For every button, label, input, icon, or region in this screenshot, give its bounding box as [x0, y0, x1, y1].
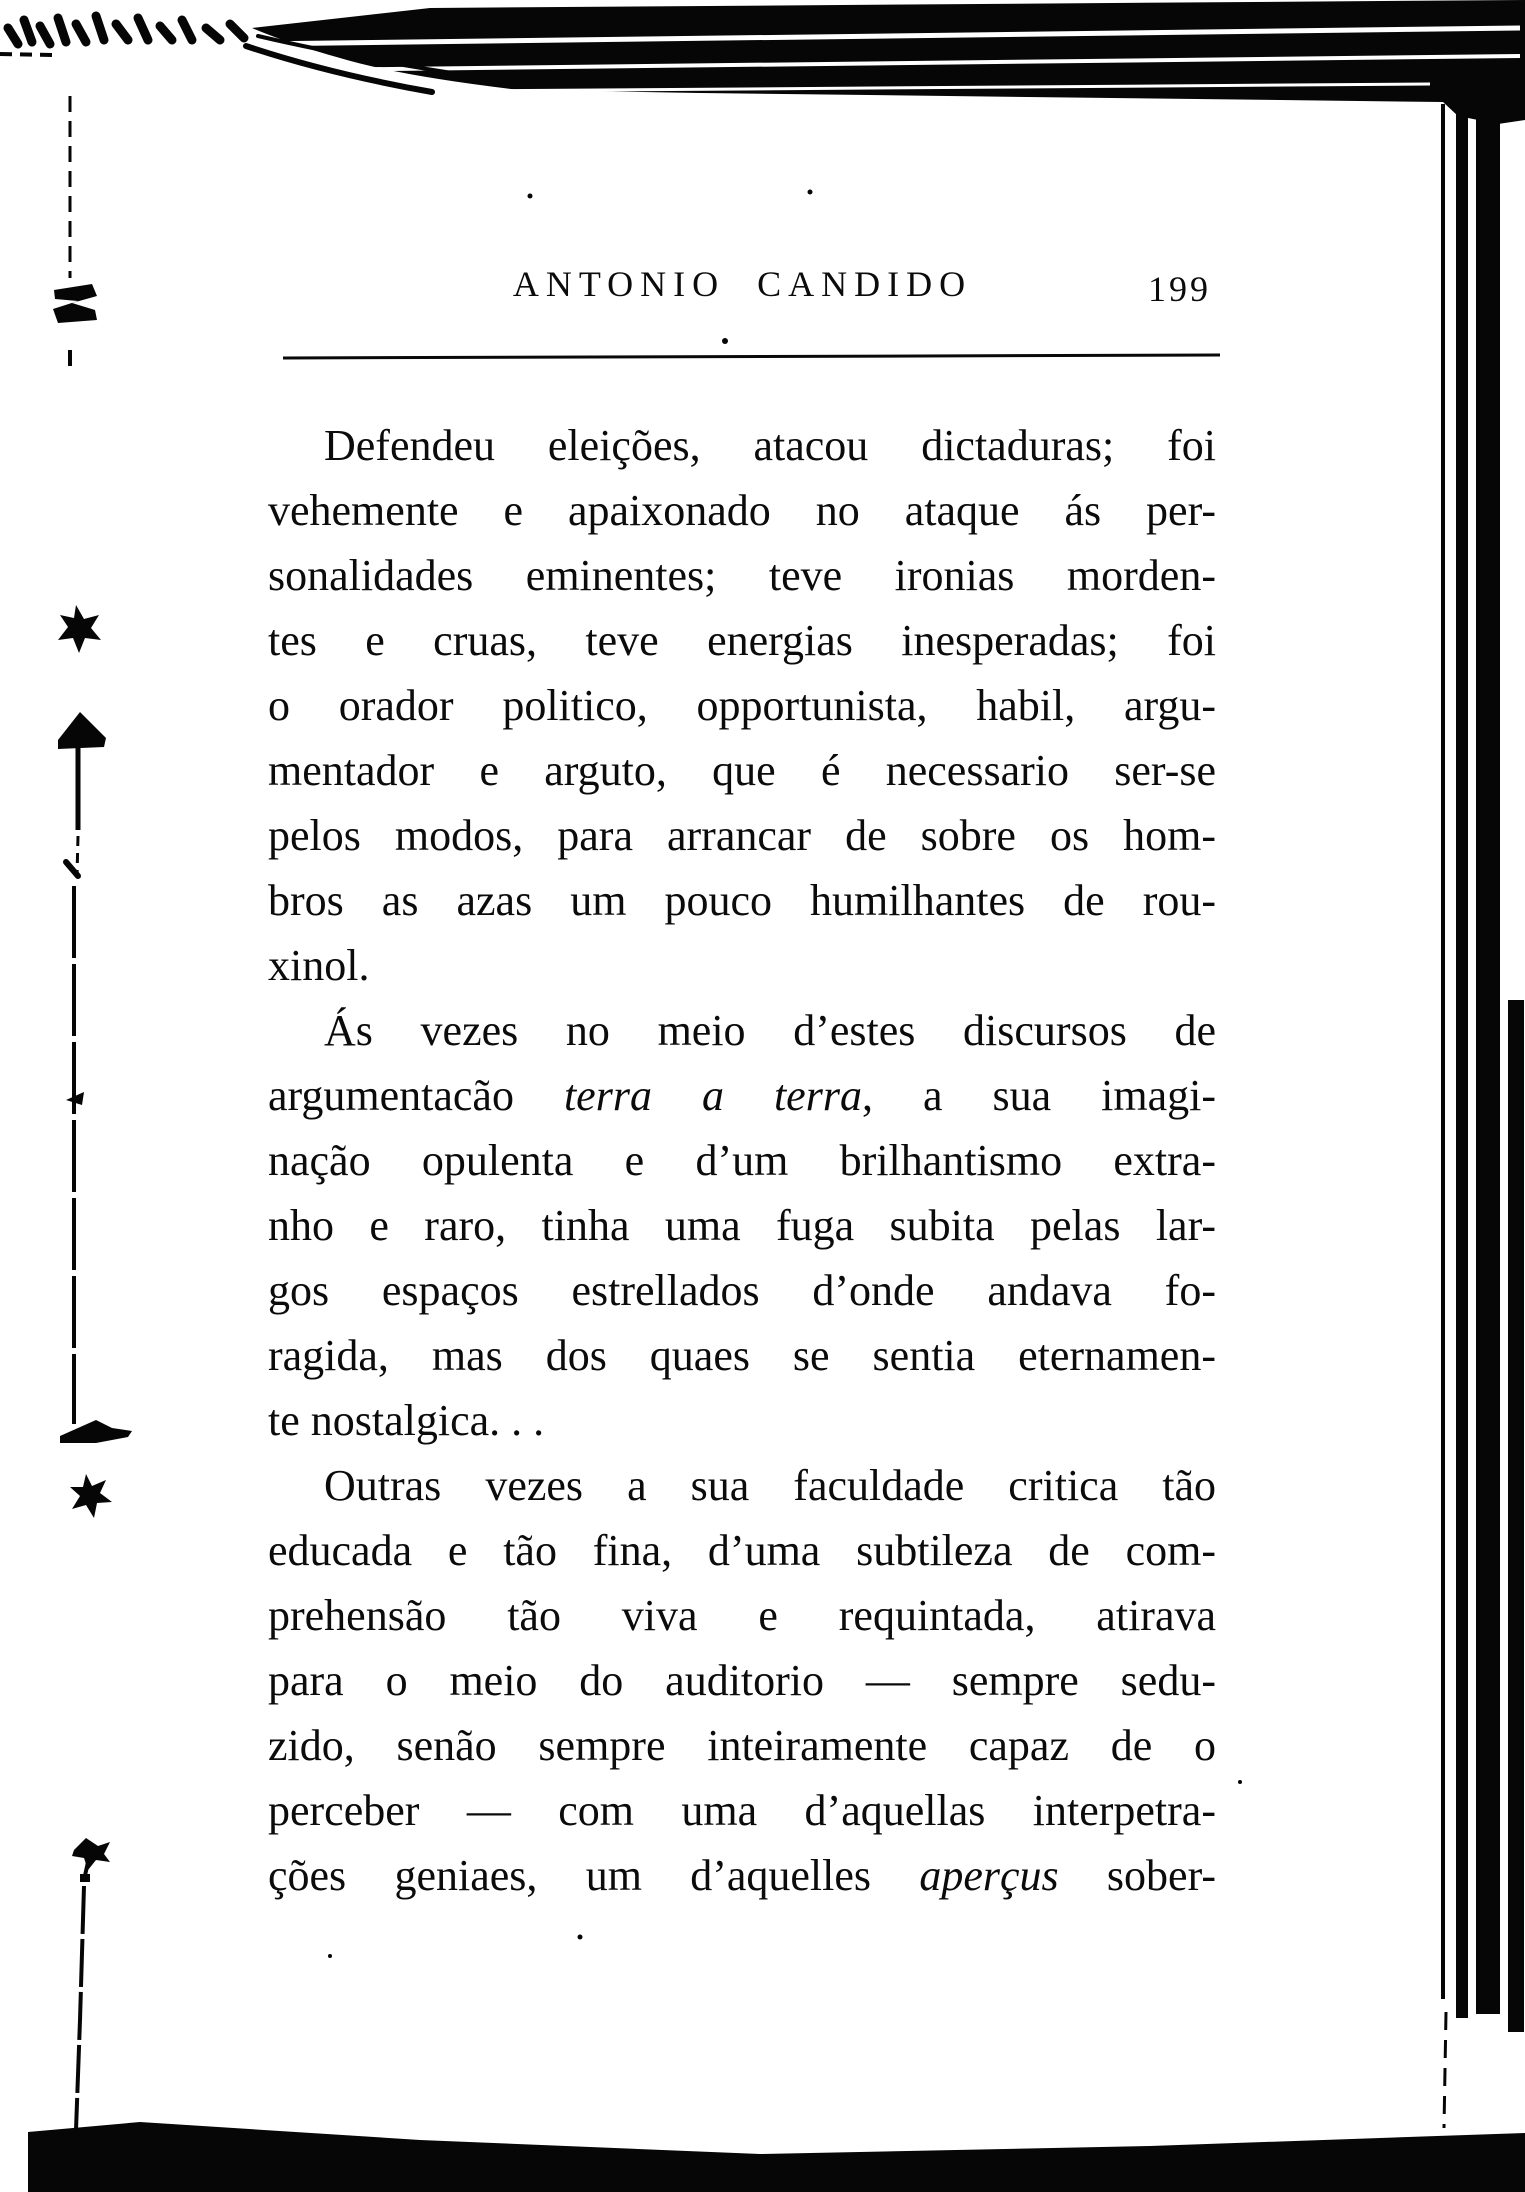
text-line — [268, 1453, 1216, 1518]
text-segment: Defendeu eleições, atacou dictaduras; foi — [324, 421, 1216, 470]
text-segment: argumentacão — [268, 1071, 564, 1120]
text-line — [268, 1388, 1216, 1453]
italic-text-segment: aperçus — [919, 1851, 1059, 1900]
text-segment: zido, senão sempre inteiramente capaz de o — [268, 1721, 1216, 1770]
page-body — [268, 413, 1216, 1908]
header-rule — [283, 354, 1220, 360]
text-line — [268, 868, 1216, 933]
text-line — [268, 1323, 1216, 1388]
margin-arrow-blob-artifact — [60, 1420, 132, 1443]
bottom-scan-band-artifact — [28, 2122, 1525, 2192]
text-segment: mentador e arguto, que é necessario ser-se — [268, 746, 1216, 795]
margin-spearhead-artifact — [58, 712, 106, 876]
text-line — [268, 803, 1216, 868]
margin-bottom-line-artifact — [76, 1886, 84, 2130]
margin-cross-star-artifact — [58, 605, 101, 653]
text-line — [268, 1583, 1216, 1648]
text-line — [268, 413, 1216, 478]
text-line — [268, 1258, 1216, 1323]
text-line — [268, 1648, 1216, 1713]
page-header-title: ANTONIO CANDIDO — [512, 264, 973, 304]
italic-text-segment: terra a terra — [563, 1071, 862, 1120]
text-segment: gos espaços estrellados d’onde andava fo- — [268, 1266, 1216, 1315]
text-line — [268, 1063, 1216, 1128]
margin-long-line-artifact — [66, 886, 84, 1424]
text-line — [268, 1128, 1216, 1193]
text-line — [268, 673, 1216, 738]
margin-star-artifact — [70, 1474, 112, 1518]
text-line — [268, 738, 1216, 803]
text-segment: Ás vezes no meio d’estes discursos de — [324, 1006, 1216, 1055]
text-segment: ções geniaes, um d’aquelles — [268, 1851, 920, 1900]
text-line — [268, 608, 1216, 673]
margin-z-scribble-artifact — [53, 284, 97, 366]
text-segment: vehemente e apaixonado no ataque ás per- — [268, 486, 1216, 535]
text-segment: te nostalgica. . . — [268, 1396, 545, 1445]
text-line — [268, 998, 1216, 1063]
text-segment: perceber — com uma d’aquellas interpetra- — [268, 1786, 1216, 1835]
text-segment: Outras vezes a sua faculdade critica tão — [324, 1461, 1216, 1510]
text-line — [268, 478, 1216, 543]
text-segment: nho e raro, tinha uma fuga subita pelas lar- — [268, 1201, 1216, 1250]
text-line — [268, 1778, 1216, 1843]
text-segment: educada e tão fina, d’uma subtileza de com- — [268, 1526, 1216, 1575]
text-line — [268, 933, 1216, 998]
text-segment: pelos modos, para arrancar de sobre os hom- — [268, 811, 1216, 860]
text-segment: sonalidades eminentes; teve ironias morden- — [268, 551, 1216, 600]
text-segment: , a sua imagi- — [861, 1071, 1216, 1120]
text-line — [268, 543, 1216, 608]
text-segment: para o meio do auditorio — sempre sedu- — [268, 1656, 1216, 1705]
text-line — [268, 1713, 1216, 1778]
text-segment: o orador politico, opportunista, habil, argu- — [268, 681, 1216, 730]
text-segment: ragida, mas dos quaes se sentia eternamen- — [268, 1331, 1216, 1380]
text-segment: bros as azas um pouco humilhantes de rou- — [268, 876, 1216, 925]
text-segment: xinol. — [268, 941, 370, 990]
text-segment: tes e cruas, teve energias inesperadas; foi — [268, 616, 1216, 665]
right-page-edge-artifact — [1441, 88, 1524, 2128]
text-line — [268, 1843, 1216, 1908]
top-left-scribble-artifact — [8, 16, 472, 92]
margin-flower-mark-artifact — [72, 1838, 110, 1882]
page-number: 199 — [1148, 269, 1211, 309]
text-segment: prehensão tão viva e requintada, atirava — [268, 1591, 1216, 1640]
text-line — [268, 1193, 1216, 1258]
text-segment: nação opulenta e d’um brilhantismo extra- — [268, 1136, 1216, 1185]
top-scan-band-artifact — [0, 0, 1525, 124]
text-segment: sober- — [1058, 1851, 1217, 1900]
text-line — [268, 1518, 1216, 1583]
